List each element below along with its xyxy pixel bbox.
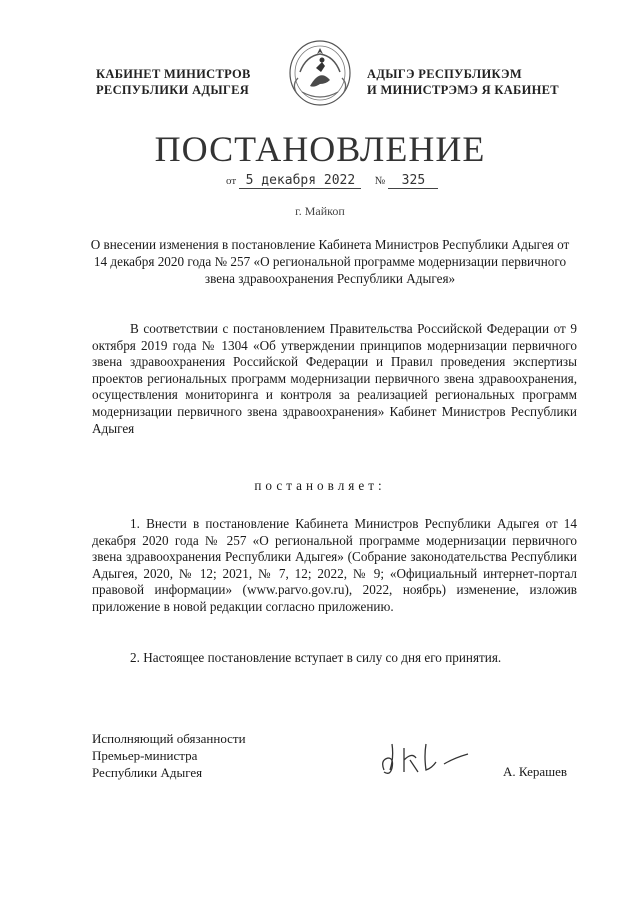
- header-right-line-2: И МИНИСТРЭМЭ Я КАБИНЕТ: [367, 83, 559, 97]
- city: г. Майкоп: [295, 204, 345, 218]
- date-label: от: [226, 175, 237, 187]
- header-left-line-2: РЕСПУБЛИКИ АДЫГЕЯ: [96, 83, 250, 97]
- coat-of-arms-icon: [278, 38, 362, 108]
- signatory-name: А. Керашев: [503, 764, 568, 779]
- date-value: 5 декабря 2022: [239, 173, 361, 189]
- document-subject: О внесении изменения в постановление Кабинета Министров Республики Адыгея от 14 декабря 2020 года № 257 «О региональной программе модернизации первичного звена здравоохранения Республики Адыгея»: [90, 237, 570, 286]
- date-number-line: [226, 172, 438, 189]
- header-right-line-1: АДЫГЭ РЕСПУБЛИКЭМ: [367, 67, 522, 81]
- signatory-line-1: Исполняющий обязанности: [92, 731, 246, 746]
- item-2-paragraph: 2. Настоящее постановление вступает в силу со дня его принятия.: [130, 650, 502, 665]
- signatory-position: [92, 730, 246, 781]
- document-title: ПОСТАНОВЛЕНИЕ: [154, 129, 486, 169]
- signatory-line-3: Республики Адыгея: [92, 765, 203, 780]
- number-value: 325: [388, 173, 438, 189]
- decree-word: постановляет:: [254, 478, 386, 493]
- signatory-line-2: Премьер-министра: [92, 748, 198, 763]
- handwritten-signature: [370, 730, 480, 790]
- header-right: [367, 66, 577, 98]
- header-left-line-1: КАБИНЕТ МИНИСТРОВ: [96, 67, 251, 81]
- preamble-paragraph: В соответствии с постановлением Правительства Российской Федерации от 9 октября 2019 года № 1304 «Об утверждении принципов модернизации первичного звена здравоохранения Российской Федерации и Правил проведения экспертизы проектов региональных программ модернизации первичного звена здравоохранения, осуществления мониторинга и контроля за реализацией региональных программ модернизации первичного звена здравоохранения» Кабинет Министров Республики Адыгея: [92, 321, 577, 436]
- item-1-paragraph: 1. Внести в постановление Кабинета Министров Республики Адыгея от 14 декабря 2020 года № 257 «О региональной программе модернизации первичного звена здравоохранения Республики Адыгея» (Собрание законодательства Республики Адыгея, 2020, № 12; 2021, № 7, 12; 2022, № 9; «Официальный интернет-портал правовой информации» (www.parvo.gov.ru), 2022, ноябрь) изменение, изложив приложение в новой редакции согласно приложению.: [92, 516, 577, 614]
- number-label: №: [374, 175, 386, 187]
- header-left: [96, 66, 276, 98]
